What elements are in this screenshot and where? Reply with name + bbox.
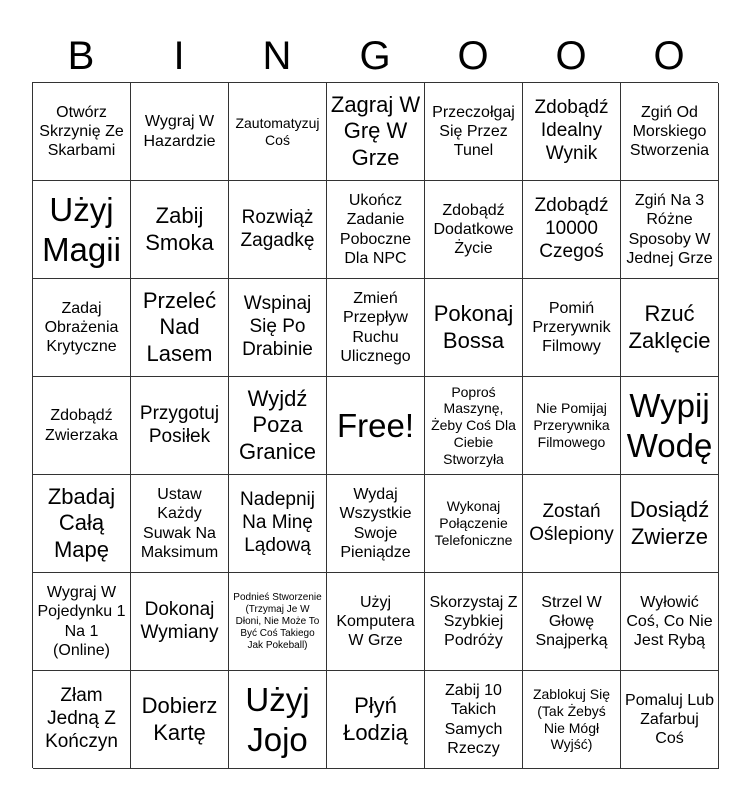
cell-text: Wspinaj Się Po Drabinie [242,293,313,360]
cell-text: Wykonaj Połączenie Telefoniczne [434,498,513,548]
header-letter: G [359,34,391,78]
cell-text: Przeczołgaj Się Przez Tunel [432,103,515,160]
cell-text: Wyjdź Poza Granice [238,385,317,464]
cell-text: Dobierz Kartę [141,693,218,745]
bingo-cell[interactable] [523,83,621,181]
bingo-cell[interactable] [327,475,425,573]
header-letter: B [67,34,95,78]
cell-text: Free! [336,406,415,444]
cell-text: Poproś Maszynę, Żeby Coś Dla Ciebie Stworzyła [431,383,516,467]
bingo-cell[interactable] [131,475,229,573]
bingo-cell[interactable] [131,279,229,377]
cell-text: Zmień Przepływ Ruchu Ulicznego [340,290,411,365]
bingo-cell[interactable] [229,671,327,769]
cell-text: Przeleć Nad Lasem [142,287,217,366]
bingo-cell[interactable] [327,279,425,377]
bingo-cell[interactable] [131,573,229,671]
bingo-cell[interactable] [33,573,131,671]
cell-text: Zagraj W Grę W Grze [330,91,421,170]
bingo-cell[interactable] [33,475,131,573]
header-letter: O [457,34,489,78]
bingo-cell[interactable] [229,83,327,181]
cell-text: Rzuć Zaklęcie [628,301,711,353]
bingo-cell[interactable] [425,83,523,181]
cell-text: Zabij Smoka [145,203,214,255]
cell-text: Zostań Oślepiony [529,500,614,545]
bingo-cell[interactable] [621,573,719,671]
bingo-cell[interactable] [425,181,523,279]
bingo-cell[interactable] [229,573,327,671]
cell-text: Płyń Łodzią [343,693,408,745]
cell-text: Zgiń Na 3 Różne Sposoby W Jednej Grze [626,192,713,267]
bingo-cell[interactable] [621,83,719,181]
cell-text: Użyj Jojo [245,680,310,758]
cell-text: Wydaj Wszystkie Swoje Pieniądze [339,486,412,561]
bingo-cell[interactable] [229,475,327,573]
bingo-cell[interactable] [327,83,425,181]
bingo-cell[interactable] [621,181,719,279]
bingo-cell[interactable] [523,671,621,769]
free-space[interactable] [327,377,425,475]
bingo-header [32,30,718,82]
header-letter: O [653,34,685,78]
cell-text: Pomiń Przerywnik Filmowy [532,299,611,356]
cell-text: Zdobądź 10000 Czegoś [534,195,609,262]
bingo-cell[interactable] [131,83,229,181]
cell-text: Strzel W Głowę Snajperką [535,593,608,650]
bingo-cell[interactable] [33,671,131,769]
header-letter: N [262,34,292,78]
cell-text: Zadaj Obrażenia Krytyczne [44,299,119,356]
cell-text: Nadepnij Na Minę Lądową [240,489,315,556]
cell-text: Rozwiąż Zagadkę [240,206,315,251]
bingo-cell[interactable] [425,377,523,475]
bingo-cell[interactable] [131,181,229,279]
bingo-cell[interactable] [229,377,327,475]
cell-text: Skorzystaj Z Szybkiej Podróży [429,593,518,650]
cell-text: Ustaw Każdy Suwak Na Maksimum [140,486,219,561]
bingo-cell[interactable] [229,181,327,279]
bingo-cell[interactable] [229,279,327,377]
cell-text: Zdobądź Dodatkowe Życie [433,201,514,258]
cell-text: Pokonaj Bossa [433,301,514,353]
cell-text: Dokonaj Wymiany [140,598,219,643]
cell-text: Wygraj W Pojedynku 1 Na 1 (Online) [37,584,126,659]
bingo-cell[interactable] [327,181,425,279]
bingo-cell[interactable] [33,181,131,279]
cell-text: Zgiń Od Morskiego Stworzenia [629,103,710,160]
header-letter: O [555,34,587,78]
bingo-cell[interactable] [523,377,621,475]
bingo-board [32,82,718,768]
cell-text: Podnieś Stworzenie (Trzymaj Je W Dłoni, Nie Może To Być Coś Takiego Jak Pokeball) [233,591,322,651]
bingo-cell[interactable] [621,279,719,377]
cell-text: Zdobądź Zwierzaka [45,407,118,444]
bingo-cell[interactable] [33,377,131,475]
cell-text: Zautomatyzuj Coś [235,114,320,148]
cell-text: Otwórz Skrzynię Ze Skarbami [39,103,124,160]
cell-text: Wygraj W Hazardzie [143,113,216,150]
cell-text: Przygotuj Posiłek [139,402,220,447]
cell-text: Pomaluj Lub Zafarbuj Coś [625,691,714,748]
bingo-cell[interactable] [425,573,523,671]
bingo-cell[interactable] [131,671,229,769]
cell-text: Zdobądź Idealny Wynik [534,97,609,164]
cell-text: Zbadaj Całą Mapę [47,483,116,562]
bingo-cell[interactable] [131,377,229,475]
bingo-cell[interactable] [523,279,621,377]
cell-text: Nie Pomijaj Przerywnika Filmowego [533,400,610,450]
bingo-cell[interactable] [33,279,131,377]
bingo-cell[interactable] [425,671,523,769]
cell-text: Wypij Wodę [626,386,713,464]
cell-text: Wyłowić Coś, Co Nie Jest Rybą [626,593,713,650]
bingo-cell[interactable] [621,671,719,769]
cell-text: Dosiądź Zwierze [629,497,710,549]
header-letter: I [173,34,185,78]
bingo-cell[interactable] [33,83,131,181]
cell-text: Zablokuj Się (Tak Żebyś Nie Mógł Wyjść) [532,685,611,753]
bingo-cell[interactable] [327,671,425,769]
cell-text: Ukończ Zadanie Poboczne Dla NPC [339,192,412,267]
cell-text: Użyj Magii [42,190,121,268]
cell-text: Zabij 10 Takich Samych Rzeczy [444,682,503,757]
bingo-cell[interactable] [523,573,621,671]
bingo-cell[interactable] [523,181,621,279]
bingo-cell[interactable] [621,377,719,475]
bingo-cell[interactable] [327,573,425,671]
bingo-cell[interactable] [425,279,523,377]
bingo-cell[interactable] [425,475,523,573]
bingo-cell[interactable] [523,475,621,573]
cell-text: Użyj Komputera W Grze [336,593,415,650]
cell-text: Złam Jedną Z Kończyn [45,685,118,752]
bingo-cell[interactable] [621,475,719,573]
